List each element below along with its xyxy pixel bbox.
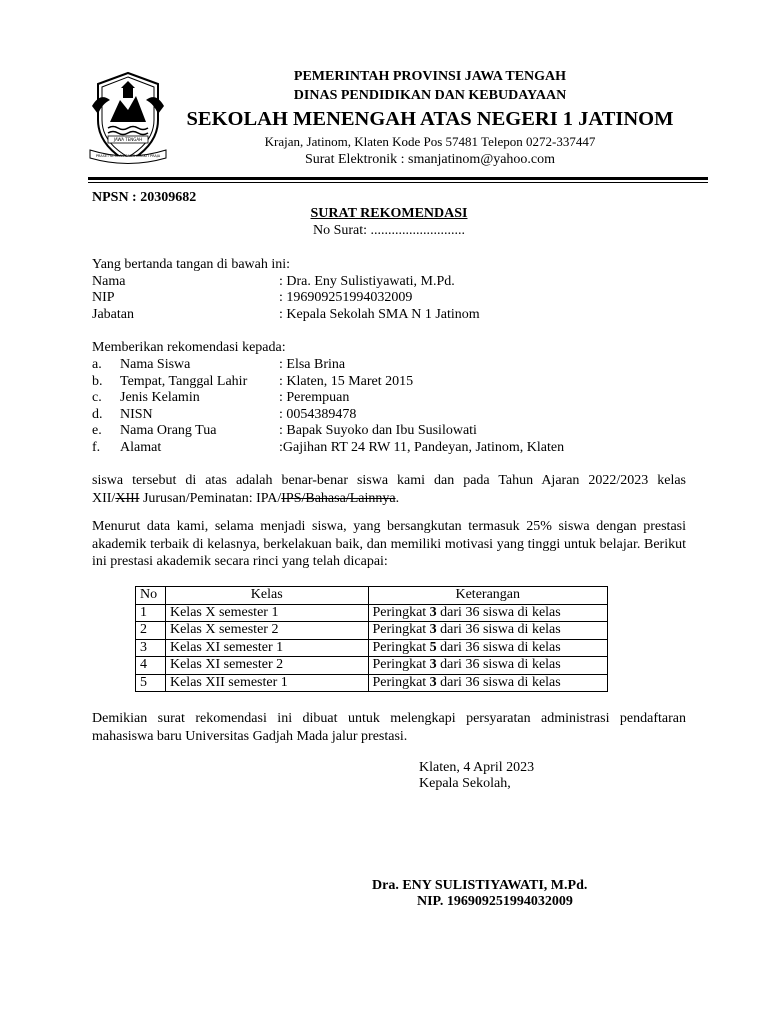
rank-value: 3 xyxy=(429,674,437,690)
row-kelas: Kelas XI semester 1 xyxy=(165,639,368,657)
row-keterangan: Peringkat 3 dari 36 siswa di kelas xyxy=(368,657,607,675)
student-address-label: Alamat xyxy=(120,440,162,455)
letterhead-email: Surat Elektronik : smanjatinom@yahoo.com xyxy=(304,152,556,167)
row-no: 3 xyxy=(136,639,166,657)
signer-intro: Yang bertanda tangan di bawah ini: xyxy=(92,257,291,272)
row-no: 1 xyxy=(136,604,166,622)
signer-nip-value: : 196909251994032009 xyxy=(279,290,413,305)
student-item-letter: b. xyxy=(92,374,103,389)
row-kelas: Kelas XII semester 1 xyxy=(165,674,368,692)
rank-value: 3 xyxy=(429,622,437,638)
table-row xyxy=(136,639,608,657)
letterhead-school-name: SEKOLAH MENENGAH ATAS NEGERI 1 JATINOM xyxy=(186,108,674,130)
table-row xyxy=(136,622,608,640)
rank-value: 5 xyxy=(429,639,437,655)
struck-major-text: IPS/Bahasa/Lainnya xyxy=(281,490,396,506)
logo-motto-text: PRASETYA ULAH SAKTI BHAKTI PRAJA xyxy=(95,154,161,158)
row-keterangan: Peringkat 5 dari 36 siswa di kelas xyxy=(368,639,607,657)
class-text: XII/ xyxy=(92,490,116,506)
header-keterangan: Keterangan xyxy=(368,587,607,605)
letter-number: No Surat: ........................... xyxy=(312,223,466,238)
letterhead-department: DINAS PENDIDIKAN DAN KEBUDAYAAN xyxy=(293,88,567,103)
letterhead-rule-thin xyxy=(88,182,708,183)
student-intro: Memberikan rekomendasi kepada: xyxy=(92,340,286,355)
signer-nip-label: NIP xyxy=(92,290,115,305)
row-keterangan: Peringkat 3 dari 36 siswa di kelas xyxy=(368,674,607,692)
row-no: 4 xyxy=(136,657,166,675)
student-item-letter: a. xyxy=(92,357,102,372)
student-nisn-label: NISN xyxy=(120,407,153,422)
period-text: . xyxy=(395,490,400,506)
row-no: 2 xyxy=(136,622,166,640)
rank-value: 3 xyxy=(429,604,437,620)
province-emblem-logo xyxy=(88,70,168,168)
student-item-letter: d. xyxy=(92,407,103,422)
letterhead-rule-thick xyxy=(88,177,708,180)
logo-top-text: JAWA TENGAH xyxy=(113,137,143,142)
header-no: No xyxy=(136,587,166,605)
student-nisn-value: : 0054389478 xyxy=(279,407,357,422)
signer-position-label: Jabatan xyxy=(92,307,134,322)
table-header-row xyxy=(136,587,608,605)
student-item-letter: f. xyxy=(92,440,101,455)
enrollment-paragraph xyxy=(92,472,686,507)
header-kelas: Kelas xyxy=(165,587,368,605)
letter-title: SURAT REKOMENDASI xyxy=(310,206,468,221)
student-gender-label: Jenis Kelamin xyxy=(120,390,200,405)
student-item-letter: e. xyxy=(92,423,102,438)
student-parents-label: Nama Orang Tua xyxy=(120,423,217,438)
signer-position-closing: Kepala Sekolah, xyxy=(419,776,511,791)
signer-name-closing: Dra. ENY SULISTIYAWATI, M.Pd. xyxy=(372,878,588,893)
signer-nip-closing: NIP. 196909251994032009 xyxy=(417,894,573,909)
signer-name-label: Nama xyxy=(92,274,126,289)
student-name-label: Nama Siswa xyxy=(120,357,191,372)
table-row xyxy=(136,604,608,622)
row-kelas: Kelas X semester 1 xyxy=(165,604,368,622)
letterhead-government: PEMERINTAH PROVINSI JAWA TENGAH xyxy=(293,69,567,84)
closing-paragraph: Demikian surat rekomendasi ini dibuat untuk melengkapi persyaratan administrasi pendaftaran mahasiswa baru Universitas Gadjah Mada jalur prestasi. xyxy=(92,711,686,744)
student-address-value: :Gajihan RT 24 RW 11, Pandeyan, Jatinom, Klaten xyxy=(279,440,565,455)
npsn: NPSN : 20309682 xyxy=(92,190,197,205)
row-no: 5 xyxy=(136,674,166,692)
struck-class-text: XIII xyxy=(115,490,140,506)
rank-value: 3 xyxy=(429,657,437,673)
student-parents-value: : Bapak Suyoko dan Ibu Susilowati xyxy=(279,423,477,438)
achievement-table xyxy=(135,586,608,692)
row-keterangan: Peringkat 3 dari 36 siswa di kelas xyxy=(368,604,607,622)
row-keterangan: Peringkat 3 dari 36 siswa di kelas xyxy=(368,622,607,640)
student-name-value: : Elsa Brina xyxy=(279,357,346,372)
achievement-paragraph: Menurut data kami, selama menjadi siswa, yang bersangkutan termasuk 25% siswa dengan prestasi akademik terbaik di kelasnya, berkelakuan baik, dan memiliki motivasi yang tinggi untuk belajar. Berikut ini prestasi akademik secara rinci yang telah dicapai: xyxy=(92,519,686,569)
row-kelas: Kelas XI semester 2 xyxy=(165,657,368,675)
enrollment-line-1: siswa tersebut di atas adalah benar-benar siswa kami dan pada Tahun Ajaran 2022/2023 kelas xyxy=(92,473,686,488)
place-date: Klaten, 4 April 2023 xyxy=(419,760,535,775)
student-item-letter: c. xyxy=(92,390,102,405)
enrollment-line-2 xyxy=(92,490,686,508)
student-birth-value: : Klaten, 15 Maret 2015 xyxy=(279,374,414,389)
table-row xyxy=(136,674,608,692)
table-row xyxy=(136,657,608,675)
student-gender-value: : Perempuan xyxy=(279,390,350,405)
row-kelas: Kelas X semester 2 xyxy=(165,622,368,640)
major-text: Jurusan/Peminatan: IPA/ xyxy=(139,490,282,506)
student-birth-label: Tempat, Tanggal Lahir xyxy=(120,374,248,389)
letterhead-address: Krajan, Jatinom, Klaten Kode Pos 57481 Telepon 0272-337447 xyxy=(264,134,596,149)
signer-name-value: : Dra. Eny Sulistiyawati, M.Pd. xyxy=(279,274,455,289)
signer-position-value: : Kepala Sekolah SMA N 1 Jatinom xyxy=(279,307,480,322)
